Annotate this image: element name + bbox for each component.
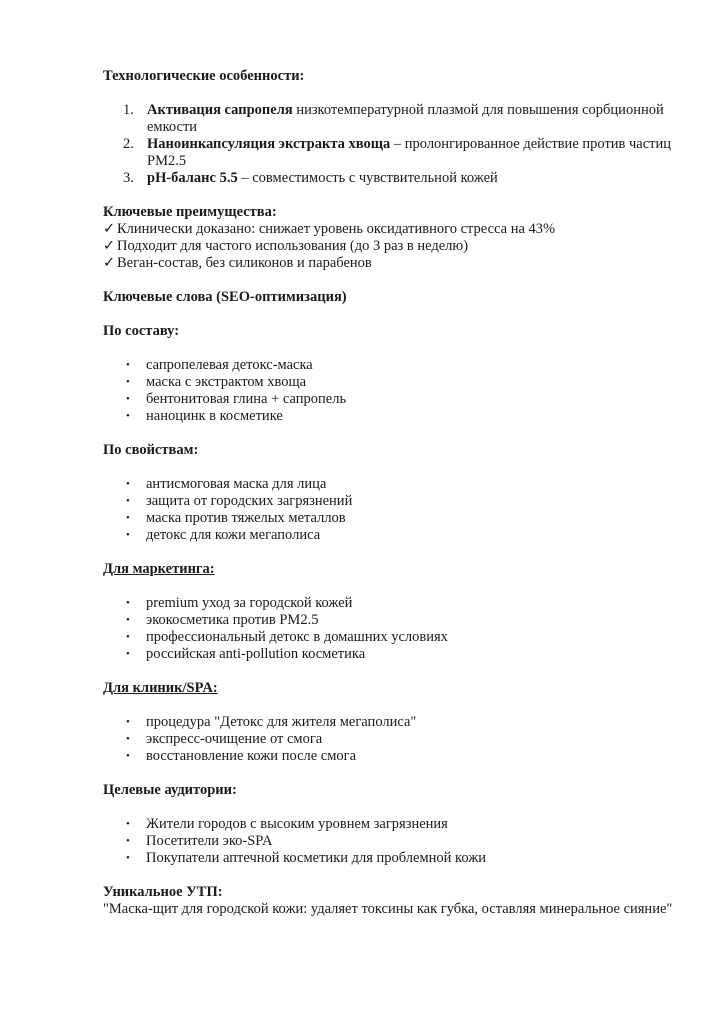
list-item: • восстановление кожи после смога [126, 748, 357, 764]
usp-text: "Маска-щит для городской кожи: удаляет токсины как губка, оставляя минеральное сияние" [103, 901, 673, 917]
list-item: • экспресс-очищение от смога [126, 731, 323, 747]
bullet-icon: • [126, 733, 130, 745]
list-item: • детокс для кожи мегаполиса [126, 527, 321, 543]
benefits-heading: Ключевые преимущества: [103, 204, 277, 220]
checkmark-icon: ✓ [103, 255, 116, 271]
tech-heading: Технологические особенности: [103, 68, 305, 84]
bullet-icon: • [126, 410, 130, 422]
list-item: • антисмоговая маска для лица [126, 476, 327, 492]
list-item: 3. pH-баланс 5.5 – совместимость с чувствительной кожей [123, 170, 498, 186]
list-item: 1. Активация сапропеля низкотемпературной плазмой для повышения сорбционной емкости [123, 102, 664, 135]
composition-list [103, 357, 683, 425]
bullet-icon: • [126, 648, 130, 660]
list-item: • premium уход за городской кожей [126, 595, 353, 611]
list-item: • маска против тяжелых металлов [126, 510, 346, 526]
list-item: • Покупатели аптечной косметики для проблемной кожи [126, 850, 487, 866]
bullet-icon: • [126, 614, 130, 626]
list-item: • наноцинк в косметике [126, 408, 283, 424]
list-item: • экокосметика против PM2.5 [126, 612, 319, 628]
marketing-list [103, 595, 683, 663]
list-item: 2. Наноинкапсуляция экстракта хвоща – пролонгированное действие против частиц PM2.5 [123, 136, 672, 169]
list-item: • процедура "Детокс для жителя мегаполиса" [126, 714, 417, 730]
benefit-line: ✓ Веган-состав, без силиконов и парабенов [103, 255, 372, 271]
bullet-icon: • [126, 631, 130, 643]
document-page [103, 68, 683, 918]
list-item: • маска с экстрактом хвоща [126, 374, 307, 390]
benefit-line: ✓ Подходит для частого использования (до 3 раз в неделю) [103, 238, 469, 254]
list-item: • бентонитовая глина + сапропель [126, 391, 347, 407]
bullet-icon: • [126, 529, 130, 541]
seo-heading: Ключевые слова (SEO-оптимизация) [103, 289, 347, 305]
benefit-line: ✓ Клинически доказано: снижает уровень оксидативного стресса на 43% [103, 221, 556, 237]
checkmark-icon: ✓ [103, 221, 116, 237]
audiences-heading: Целевые аудитории: [103, 782, 237, 798]
bullet-icon: • [126, 597, 130, 609]
bullet-icon: • [126, 478, 130, 490]
bullet-icon: • [126, 376, 130, 388]
list-item: • профессиональный детокс в домашних условиях [126, 629, 448, 645]
bullet-icon: • [126, 495, 130, 507]
properties-list [103, 476, 683, 544]
list-item: • российская anti-pollution косметика [126, 646, 366, 662]
usp-heading: Уникальное УТП: [103, 884, 223, 900]
list-item: • сапропелевая детокс-маска [126, 357, 313, 373]
tech-list [103, 102, 683, 187]
list-item: • защита от городских загрязнений [126, 493, 353, 509]
list-item: • Жители городов с высоким уровнем загрязнения [126, 816, 448, 832]
clinics-list [103, 714, 683, 765]
audiences-list [103, 816, 683, 867]
bullet-icon: • [126, 359, 130, 371]
bullet-icon: • [126, 852, 130, 864]
marketing-heading: Для маркетинга: [103, 561, 215, 577]
properties-heading: По свойствам: [103, 442, 199, 458]
bullet-icon: • [126, 818, 130, 830]
bullet-icon: • [126, 750, 130, 762]
bullet-icon: • [126, 393, 130, 405]
bullet-icon: • [126, 716, 130, 728]
list-item: • Посетители эко-SPA [126, 833, 273, 849]
clinics-heading: Для клиник/SPA: [103, 680, 218, 696]
bullet-icon: • [126, 512, 130, 524]
composition-heading: По составу: [103, 323, 180, 339]
checkmark-icon: ✓ [103, 238, 116, 254]
bullet-icon: • [126, 835, 130, 847]
